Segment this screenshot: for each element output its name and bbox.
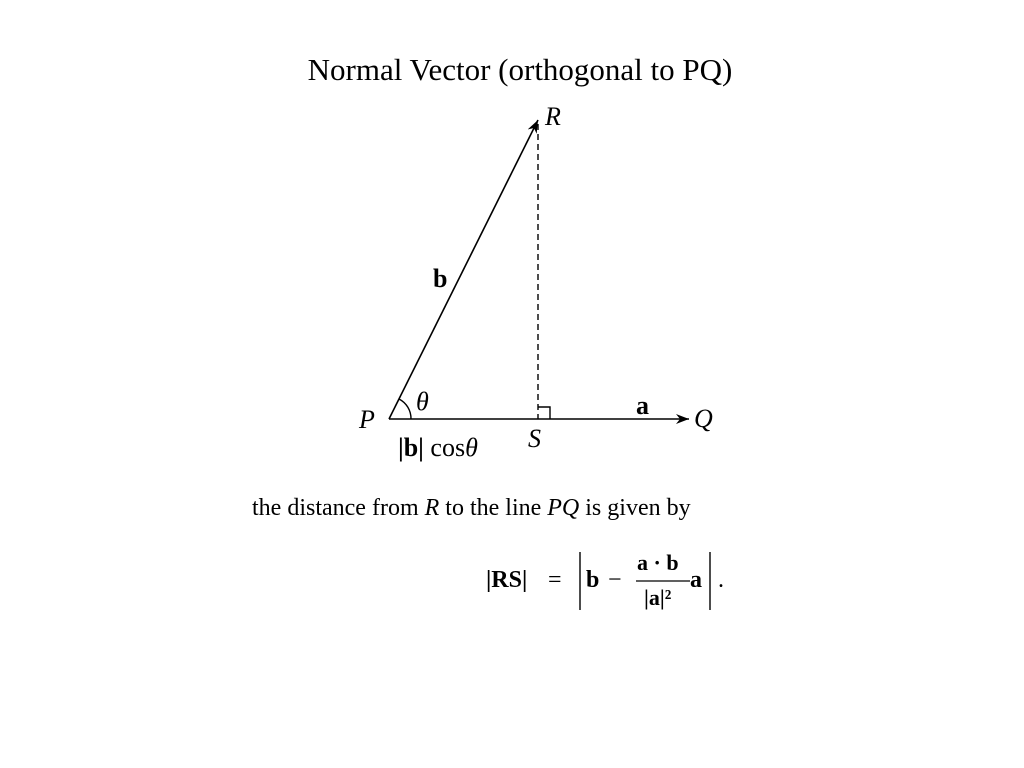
formula-right-bar xyxy=(704,550,716,614)
vector-b-line xyxy=(389,120,538,419)
vector-b-label: b xyxy=(433,264,448,293)
point-s-label: S xyxy=(528,424,541,453)
formula-left-bar xyxy=(574,550,586,614)
projection-cos: cos xyxy=(430,433,466,462)
formula-equals: = xyxy=(548,567,562,593)
sentence-mid: to the line xyxy=(439,495,548,521)
formula-lhs: |RS| xyxy=(486,567,528,593)
projection-theta: θ xyxy=(465,433,478,462)
sentence-post: is given by xyxy=(579,495,691,521)
projection-norm-b: |b| xyxy=(398,433,424,462)
formula-denominator: |a|² xyxy=(644,585,672,610)
angle-theta-arc xyxy=(399,399,411,419)
formula-fraction-bar xyxy=(636,579,692,583)
formula-minus: − xyxy=(608,567,622,593)
sentence-r: R xyxy=(424,495,440,521)
formula-period: . xyxy=(718,567,724,593)
sentence-pre: the distance from xyxy=(252,495,425,521)
formula-numerator: a · b xyxy=(637,550,679,575)
angle-theta-label: θ xyxy=(416,387,429,416)
formula-a: a xyxy=(690,567,702,593)
page-title: Normal Vector (orthogonal to PQ) xyxy=(307,52,733,87)
sentence-pq: PQ xyxy=(547,495,580,521)
projection-label xyxy=(398,434,478,462)
vector-a-label: a xyxy=(636,391,649,420)
distance-sentence xyxy=(252,493,691,523)
point-q-label: Q xyxy=(694,404,713,433)
formula-b: b xyxy=(586,567,600,593)
distance-formula xyxy=(486,550,746,614)
point-p-label: P xyxy=(359,405,375,434)
point-r-label: R xyxy=(545,102,561,131)
right-angle-marker xyxy=(538,407,550,419)
